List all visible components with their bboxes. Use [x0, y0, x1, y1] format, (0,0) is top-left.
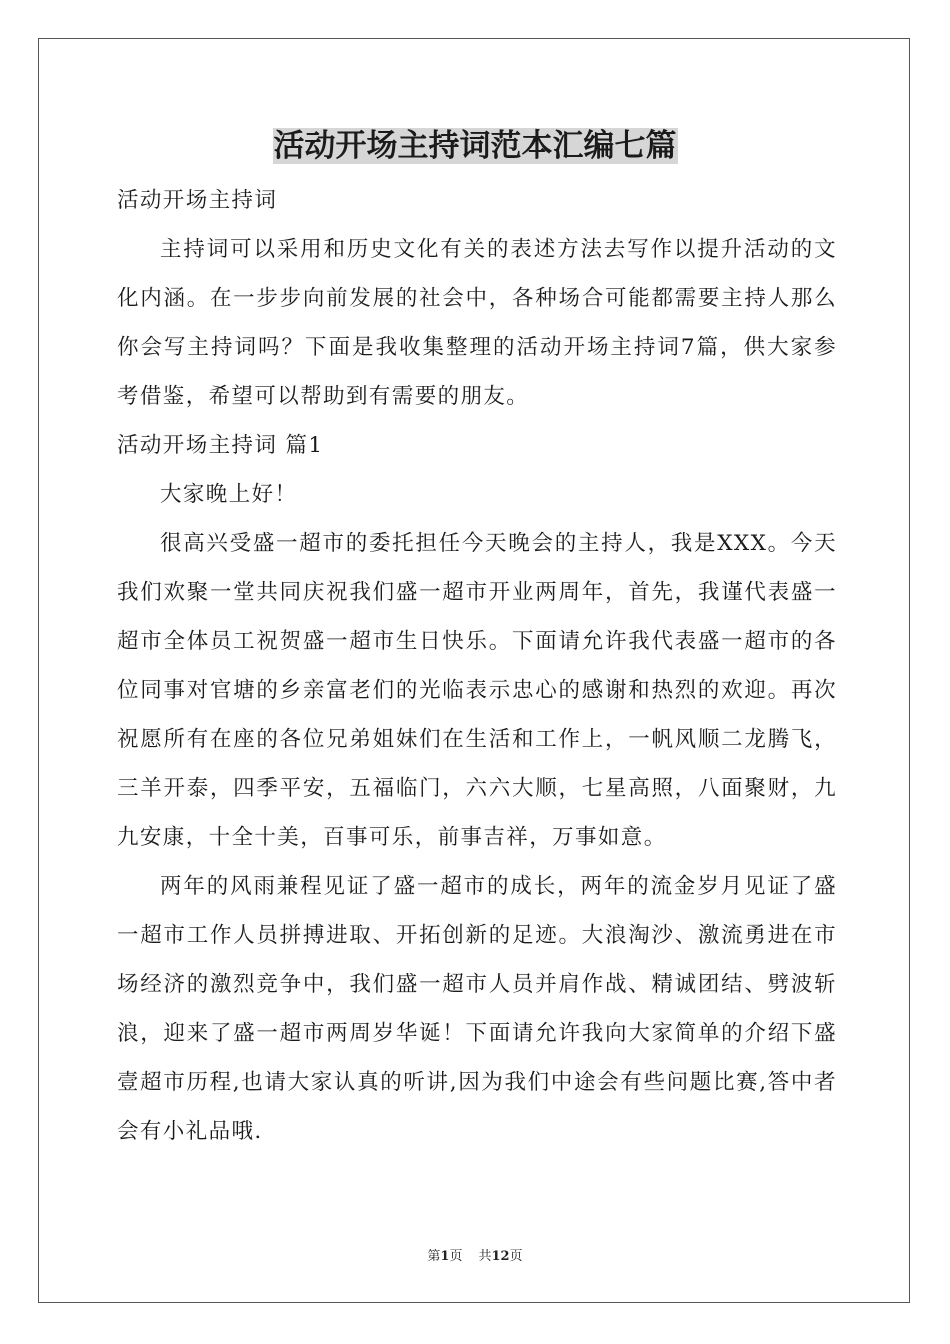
page-footer: [0, 1248, 950, 1266]
greeting-paragraph: 大家晚上好！: [160, 482, 298, 507]
page-number: 1: [440, 1249, 450, 1264]
body-paragraph: 两年的风雨兼程见证了盛一超市的成长，两年的流金岁月见证了盛一超市工作人员拼搏进取、开拓创新的足迹。大浪淘沙、激流勇进在市场经济的激烈竞争中，我们盛一超市人员并肩作战、精诚团结、劈波斩浪，迎来了盛一超市两周岁华诞！下面请允许我向大家简单的介绍下盛壹超市历程,也请大家认真的听讲,因为我们中途会有些问题比赛,答中者会有小礼品哦.: [117, 874, 837, 1144]
body-paragraph: 很高兴受盛一超市的委托担任今天晚会的主持人，我是XXX。今天我们欢聚一堂共同庆祝我们盛一超市开业两周年，首先，我谨代表盛一超市全体员工祝贺盛一超市生日快乐。下面请允许我代表盛一超市的各位同事对官塘的乡亲富老们的光临表示忠心的感谢和热烈的欢迎。再次祝愿所有在座的各位兄弟姐妹们在生活和工作上，一帆风顺二龙腾飞，三羊开泰，四季平安，五福临门，六六大顺，七星高照，八面聚财，九九安康，十全十美，百事可乐，前事吉祥，万事如意。: [117, 531, 837, 850]
page-prefix: 第: [427, 1249, 441, 1264]
document-body: [117, 176, 837, 1156]
document-title: [0, 124, 950, 168]
document-title-text: 活动开场主持词范本汇编七篇: [273, 128, 677, 164]
page-total: 12: [491, 1249, 510, 1264]
total-suffix: 页: [509, 1249, 523, 1264]
intro-paragraph: 主持词可以采用和历史文化有关的表述方法去写作以提升活动的文化内涵。在一步步向前发展的社会中，各种场合可能都需要主持人那么你会写主持词吗？下面是我收集整理的活动开场主持词7篇，供大家参考借鉴，希望可以帮助到有需要的朋友。: [117, 237, 837, 409]
section-heading: 活动开场主持词 篇1: [117, 433, 324, 458]
total-prefix: 共: [478, 1249, 492, 1264]
page-suffix: 页: [449, 1249, 463, 1264]
document-subtitle: 活动开场主持词: [117, 188, 278, 213]
